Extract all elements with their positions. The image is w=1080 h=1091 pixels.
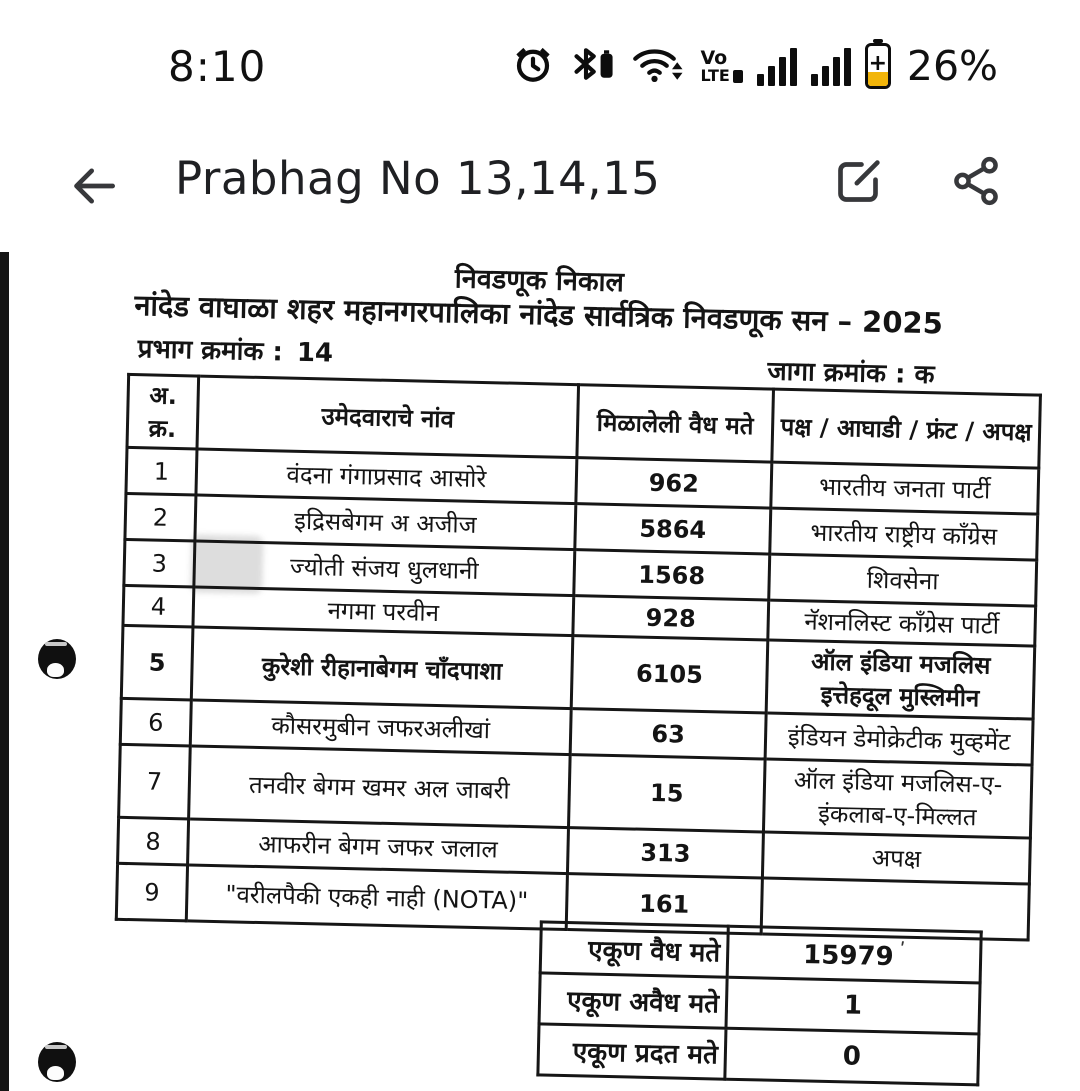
cell-candidate: कुरेशी रीहानाबेगम चाँदपाशा	[191, 627, 573, 709]
ward-label: प्रभाग क्रमांक :	[137, 334, 284, 368]
cell-serial: 7	[119, 744, 191, 819]
back-button[interactable]	[64, 158, 124, 214]
punch-hole-mark	[38, 1042, 76, 1082]
cell-party: शिवसेना	[769, 554, 1037, 606]
header-votes: मिळालेली वैध मते	[577, 385, 774, 462]
header-candidate: उमेदवाराचे नांव	[197, 376, 579, 458]
cell-serial: 1	[126, 447, 197, 495]
document-content	[0, 248, 1080, 1091]
cell-votes: 5864	[575, 504, 771, 554]
cell-serial: 2	[125, 493, 196, 541]
cell-votes: 63	[570, 709, 766, 759]
cell-party: ऑल इंडिया मजलिस-ए-इंकलाब-ए-मिल्लत	[763, 759, 1032, 838]
ward-number-line	[137, 329, 333, 369]
cell-candidate: इद्रिसबेगम अ अजीज	[195, 495, 576, 550]
cell-serial: 4	[123, 585, 194, 627]
share-button[interactable]	[948, 154, 1004, 210]
cell-serial: 9	[116, 863, 187, 921]
summary-table	[536, 920, 982, 1086]
summary-row	[538, 1024, 979, 1085]
summary-label: एकूण वैध मते	[540, 922, 728, 977]
cell-candidate: नगमा परवीन	[193, 587, 574, 636]
battery-percent: 26%	[906, 42, 998, 90]
status-icons	[512, 40, 998, 92]
cell-party: ऑल इंडिया मजलिस इत्तेहदूल मुस्लिमीन	[766, 640, 1035, 719]
cell-serial: 8	[118, 817, 189, 865]
cell-votes: 313	[567, 828, 763, 878]
cell-votes: 161	[566, 874, 762, 934]
volte-icon: Vo LTE	[700, 49, 742, 84]
summary-value: 1	[726, 977, 980, 1034]
cell-votes: 6105	[571, 636, 768, 713]
cell-party: भारतीय जनता पार्टी	[771, 462, 1039, 514]
signal-sim1-icon	[757, 46, 797, 86]
document-subtitle: नांदेड वाघाळा शहर महानगरपालिका नांदेड सार्वत्रिक निवडणूक सन – 2025	[134, 288, 944, 341]
wifi-icon	[630, 42, 686, 90]
cell-candidate: ज्योती संजय धुलधानी	[194, 541, 575, 596]
cell-candidate: "वरीलपैकी एकही नाही (NOTA)"	[186, 865, 567, 930]
cell-serial: 3	[124, 539, 195, 587]
scan-edge-strip	[0, 252, 9, 1091]
header-party: पक्ष / आघाडी / फ्रंट / अपक्ष	[772, 389, 1041, 468]
summary-label: एकूण अवैध मते	[539, 973, 727, 1028]
document-title: निवडणूक निकाल	[454, 263, 625, 299]
cell-votes: 15	[568, 755, 765, 832]
seat-number-line: जागा क्रमांक : क	[767, 356, 935, 391]
cell-serial: 6	[120, 698, 191, 746]
punch-hole-mark	[38, 639, 76, 679]
status-bar	[0, 0, 1080, 110]
cell-candidate: कौसरमुबीन जफरअलीखां	[190, 700, 571, 755]
cell-candidate: तनवीर बेगम खमर अल जाबरी	[189, 746, 571, 828]
alarm-icon	[512, 42, 554, 90]
bluetooth-device-battery-icon	[568, 42, 616, 90]
cell-votes: 1568	[574, 550, 770, 600]
ward-value: 14	[296, 337, 334, 369]
cell-votes: 962	[576, 458, 772, 508]
summary-label: एकूण प्रदत मते	[538, 1024, 726, 1079]
summary-value: 15979 $^ʹ$	[727, 926, 981, 983]
battery-icon: +	[865, 43, 891, 89]
document-image[interactable]	[0, 248, 1080, 1091]
clock-time: 8:10	[168, 42, 267, 91]
cell-party: अपक्ष	[762, 832, 1030, 884]
cell-party: भारतीय राष्ट्रीय काँग्रेस	[770, 508, 1038, 560]
page-title: Prabhag No 13,14,15	[175, 152, 661, 205]
summary-value: 0	[725, 1028, 979, 1085]
cell-candidate: वंदना गंगाप्रसाद आसोरे	[196, 449, 577, 504]
results-table	[115, 373, 1042, 942]
cell-serial: 5	[121, 625, 193, 700]
cell-party: नॅशनलिस्ट काँग्रेस पार्टी	[768, 600, 1036, 646]
header-serial: अ. क्र.	[127, 374, 199, 449]
edit-button[interactable]	[830, 154, 886, 210]
cell-votes: 928	[573, 596, 769, 640]
app-bar	[0, 140, 1080, 232]
cell-candidate: आफरीन बेगम जफर जलाल	[188, 819, 569, 874]
cell-party: इंडियन डेमोक्रेटीक मुव्हमेंट	[765, 713, 1033, 765]
signal-sim2-icon	[811, 46, 851, 86]
pen-tick-mark: ʹ	[899, 939, 906, 961]
